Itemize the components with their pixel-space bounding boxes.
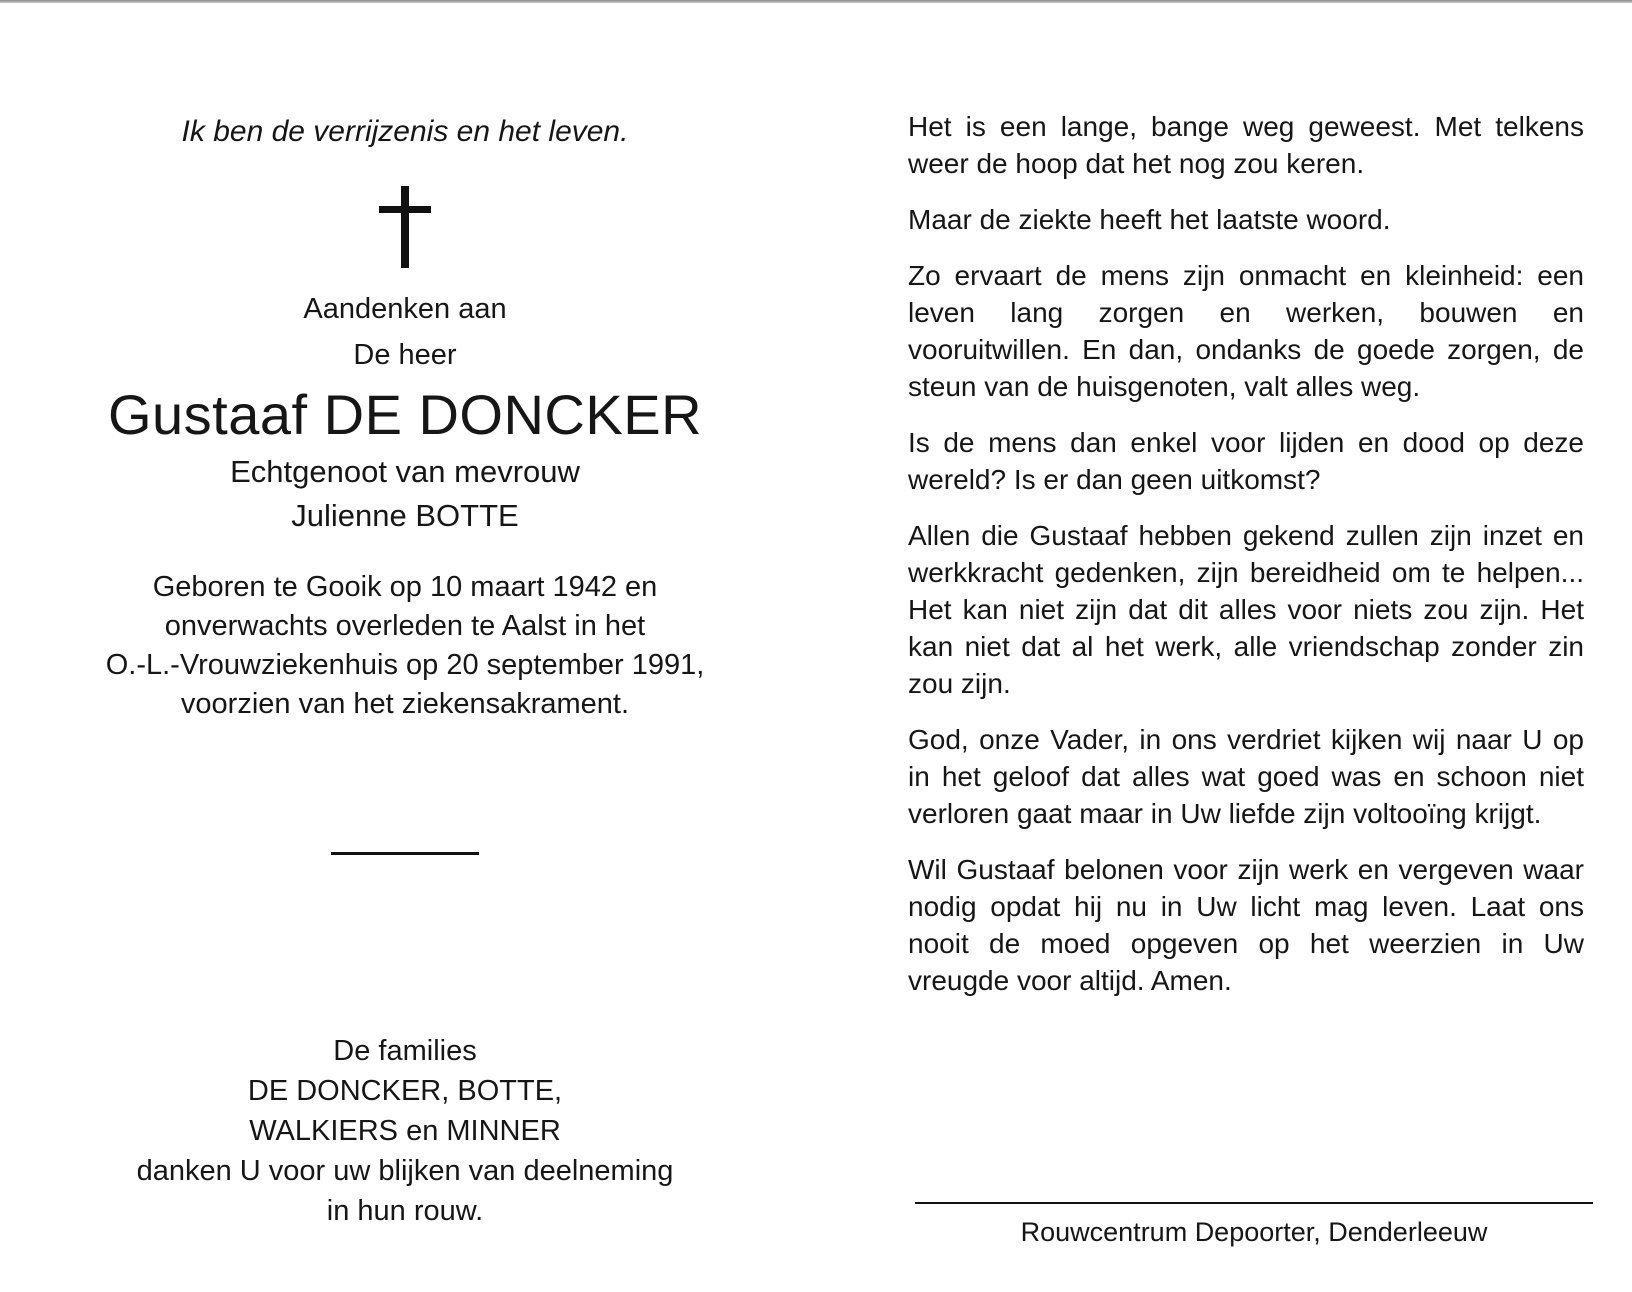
footer-rule	[915, 1202, 1593, 1204]
families-line: DE DONCKER, BOTTE,	[247, 1075, 563, 1107]
scripture-motto: Ik ben de verrijzenis en het leven.	[181, 115, 629, 148]
bio-line: voorzien van het ziekensakrament.	[180, 688, 630, 720]
reflection-paragraph: Zo ervaart de mens zijn onmacht en kleinheid: een leven lang zorgen en werken, bouwen en vooruitwillen. En dan, ondanks de goede zorgen, de steun van de huisgenoten, valt alles weg.	[908, 260, 1584, 402]
prayer-paragraph: God, onze Vader, in ons verdriet kijken wij naar U op in het geloof dat alles wat goed was en schoon niet verloren gaat maar in Uw liefde zijn voltooïng krijgt.	[908, 724, 1584, 829]
top-edge-rule	[0, 0, 1632, 3]
families-line: in hun rouw.	[326, 1195, 484, 1227]
memorial-right-column	[908, 108, 1584, 1018]
families-line: De families	[333, 1035, 477, 1067]
reflection-paragraph: Allen die Gustaaf hebben gekend zullen zijn inzet en werkkracht gedenken, zijn bereidheid om te helpen... Het kan niet zijn dat dit alles voor niets zou zijn. Het kan niet dat al het werk, alle vriendschap zonder zin zou zijn.	[908, 520, 1584, 699]
reflection-paragraph: Het is een lange, bange weg geweest. Met telkens weer de hoop dat het nog zou keren.	[908, 111, 1584, 179]
families-line: danken U voor uw blijken van deelneming	[136, 1155, 674, 1187]
latin-cross-icon	[379, 186, 431, 268]
bio-line: O.-L.-Vrouwziekenhuis op 20 september 1991,	[105, 649, 705, 681]
memorial-left-column	[60, 112, 750, 1231]
spouse-label: Echtgenoot van mevrouw	[230, 454, 580, 489]
spouse-name: Julienne BOTTE	[291, 498, 519, 533]
section-divider	[331, 852, 479, 855]
cross-horizontal-bar	[379, 206, 431, 213]
bio-line: onverwachts overleden te Aalst in het	[164, 610, 646, 642]
bio-line: Geboren te Gooik op 10 maart 1942 en	[152, 571, 658, 603]
funeral-home-credit: Rouwcentrum Depoorter, Denderleeuw	[1020, 1217, 1488, 1247]
honorific-title: De heer	[353, 339, 457, 371]
biography-block	[60, 568, 750, 724]
deceased-name: Gustaaf DE DONCKER	[107, 383, 703, 446]
prayer-paragraph: Wil Gustaaf belonen voor zijn werk en vergeven waar nodig opdat hij nu in Uw licht mag leven. Laat ons nooit de moed opgeven op het weerzien in Uw vreugde voor altijd. Amen.	[908, 854, 1584, 996]
reflection-paragraph: Is de mens dan enkel voor lijden en dood op deze wereld? Is er dan geen uitkomst?	[908, 427, 1584, 495]
families-thanks-block	[60, 1031, 750, 1231]
reflection-paragraph: Maar de ziekte heeft het laatste woord.	[908, 204, 1391, 235]
memorial-label: Aandenken aan	[303, 293, 507, 325]
cross-vertical-bar	[401, 186, 409, 268]
families-line: WALKIERS en MINNER	[249, 1115, 561, 1147]
